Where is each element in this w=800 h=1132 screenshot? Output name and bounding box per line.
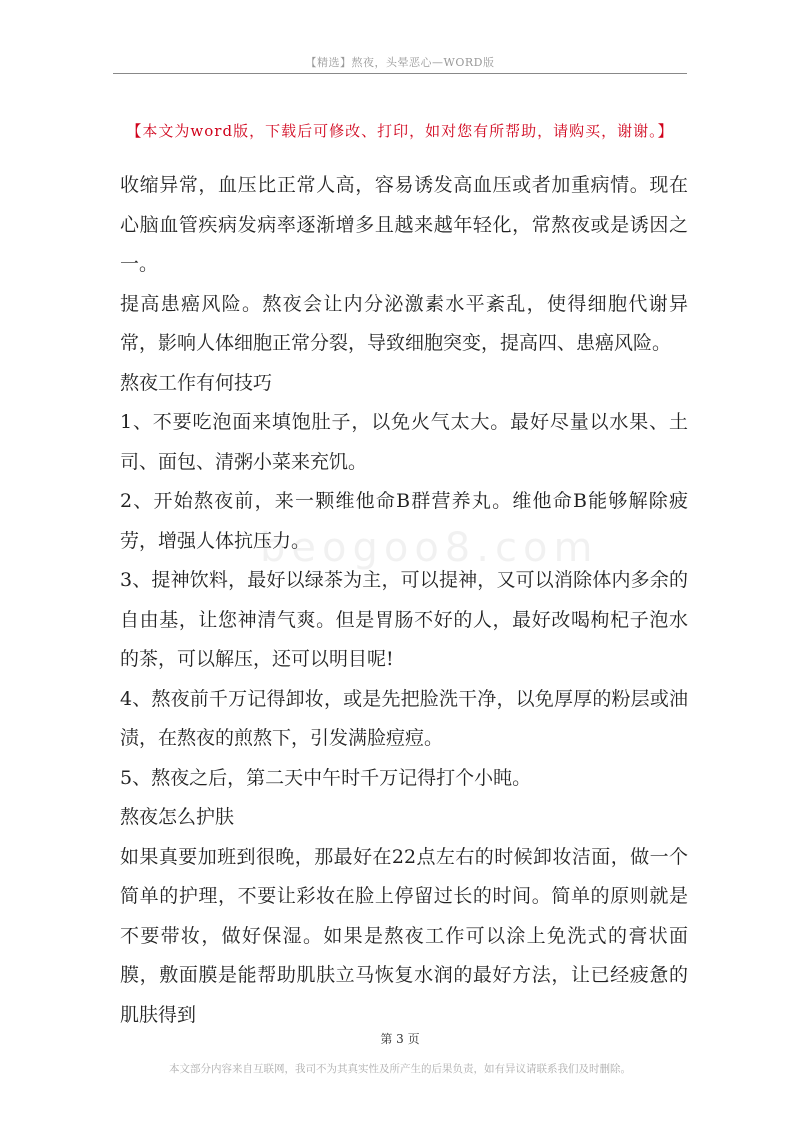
- tip-item-1: 1、不要吃泡面来填饱肚子，以免火气太大。最好尽量以水果、土司、面包、清粥小菜来充饥。: [120, 411, 688, 473]
- tip-item-4: 4、熬夜前千万记得卸妆，或是先把脸洗干净，以免厚厚的粉层或油渍，在熬夜的煎熬下，引发满脸痘痘。: [120, 687, 688, 749]
- paragraph-blood-pressure: 收缩异常，血压比正常人高，容易诱发高血压或者加重病情。现在心脑血管疾病发病率逐渐增多且越来越年轻化，常熬夜或是诱因之一。: [120, 174, 688, 275]
- section-heading-work-tips: 熬夜工作有何技巧: [120, 371, 273, 394]
- page-header: 【精选】熬夜，头晕恶心—WORD版: [305, 56, 495, 69]
- download-notice: 【本文为word版，下载后可修改、打印，如对您有所帮助，请购买，谢谢。】: [126, 122, 674, 140]
- document-body: [120, 166, 688, 1035]
- tip-item-2: 2、开始熬夜前，来一颗维他命B群营养丸。维他命B能够解除疲劳，增强人体抗压力。: [120, 490, 688, 552]
- tip-item-3: 3、提神饮料，最好以绿茶为主，可以提神，又可以消除体内多余的自由基，让您神清气爽。但是胃肠不好的人，最好改喝枸杞子泡水的茶，可以解压，还可以明目呢!: [120, 569, 688, 670]
- tip-item-5: 5、熬夜之后，第二天中午时千万记得打个小盹。: [120, 766, 532, 789]
- footer-disclaimer: 本文部分内容来自互联网，我司不为其真实性及所产生的后果负责，如有异议请联系我们及时删除。: [169, 1063, 631, 1075]
- paragraph-skincare: 如果真要加班到很晚，那最好在22点左右的时候卸妆洁面，做一个简单的护理，不要让彩妆在脸上停留过长的时间。简单的原则就是不要带妆，做好保湿。如果是熬夜工作可以涂上免洗式的膏状面膜，敷面膜是能帮助肌肤立马恢复水润的最好方法，让已经疲惫的肌肤得到: [120, 845, 688, 1026]
- header-divider: [113, 73, 687, 74]
- watermark: beogoo8.com: [260, 525, 599, 571]
- page-number: 第 3 页: [380, 1032, 420, 1046]
- section-heading-skincare: 熬夜怎么护肤: [120, 806, 235, 828]
- paragraph-cancer-risk: 提高患癌风险。熬夜会让内分泌激素水平紊乱，使得细胞代谢异常，影响人体细胞正常分裂，导致细胞突变，提高四、患癌风险。: [120, 292, 688, 354]
